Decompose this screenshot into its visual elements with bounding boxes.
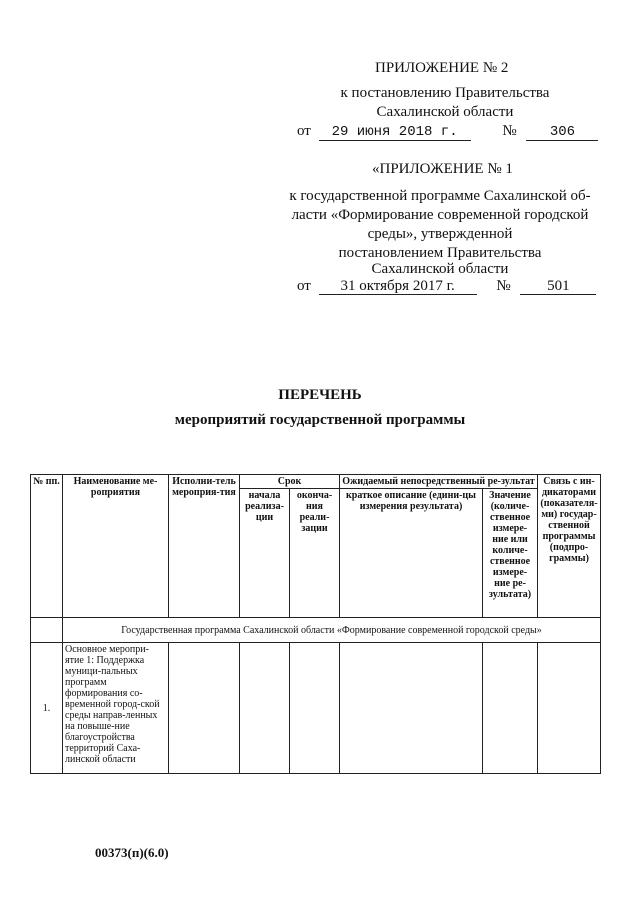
- header-link: Связь с ин-дикаторами (показателя-ми) государ-ственной программы (подпро-граммы): [538, 475, 601, 618]
- table-header-row-1: [31, 475, 601, 489]
- appendix1-number: 501: [520, 278, 596, 295]
- appendix1-num-label: №: [496, 278, 511, 294]
- appendix1-from-label: от: [297, 278, 311, 294]
- appendix2-number: 306: [526, 124, 598, 141]
- header-expected-desc: краткое описание (едини-цы измерения результата): [340, 489, 483, 618]
- header-num: № пп.: [31, 475, 63, 618]
- appendix1-date: 31 октября 2017 г.: [319, 278, 477, 295]
- program-row: [31, 618, 601, 643]
- appendix2-num-label: №: [502, 123, 517, 139]
- header-expected-value: Значение (количе-ственное измере-ние или количе-ственное измере-ние ре-зультата): [483, 489, 538, 618]
- row-name: Основное меропри-ятие 1: Поддержка муници-пальных программ формирования со-временной город-ской среды направ-ленных на повыше-ние благоустройства территорий Саха-линской области: [63, 643, 169, 774]
- document-title: ПЕРЕЧЕНЬ: [278, 387, 362, 403]
- row-term-start: [240, 643, 290, 774]
- appendix1-line1: к государственной программе Сахалинской об-: [289, 188, 591, 204]
- header-name: Наименование ме-роприятия: [63, 475, 169, 618]
- row-link: [538, 643, 601, 774]
- row-num: 1.: [31, 643, 63, 774]
- appendix2-from-label: от: [297, 123, 311, 139]
- row-expected-desc: [340, 643, 483, 774]
- appendix1-date-line: [297, 278, 596, 295]
- header-term: Срок: [240, 475, 340, 489]
- measures-table: [30, 474, 601, 774]
- header-expected: Ожидаемый непосредственный ре-зультат: [340, 475, 538, 489]
- appendix2-title: ПРИЛОЖЕНИЕ № 2: [375, 60, 509, 76]
- row-expected-value: [483, 643, 538, 774]
- program-row-title: Государственная программа Сахалинской области «Формирование современной городской среды»: [63, 618, 601, 643]
- appendix1-line5: Сахалинской области: [371, 261, 509, 277]
- appendix2-line2: Сахалинской области: [376, 104, 514, 120]
- appendix1-title: «ПРИЛОЖЕНИЕ № 1: [372, 161, 513, 177]
- header-term-start: начала реализа-ции: [240, 489, 290, 618]
- document-subtitle: мероприятий государственной программы: [174, 412, 466, 428]
- table-row: [31, 643, 601, 774]
- appendix1-line3: среды», утвержденной: [367, 226, 513, 242]
- appendix2-date: 29 июня 2018 г.: [319, 124, 471, 141]
- appendix1-line4: постановлением Правительства: [338, 245, 542, 261]
- appendix2-date-line: [297, 123, 598, 141]
- document-code: 00373(п)(6.0): [95, 845, 169, 860]
- header-term-end: оконча-ния реали-зации: [290, 489, 340, 618]
- row-executor: [169, 643, 240, 774]
- appendix2-line1: к постановлению Правительства: [340, 85, 550, 101]
- header-executor: Исполни-тель мероприя-тия: [169, 475, 240, 618]
- appendix1-line2: ласти «Формирование современной городской: [291, 207, 589, 223]
- row-term-end: [290, 643, 340, 774]
- program-row-num: [31, 618, 63, 643]
